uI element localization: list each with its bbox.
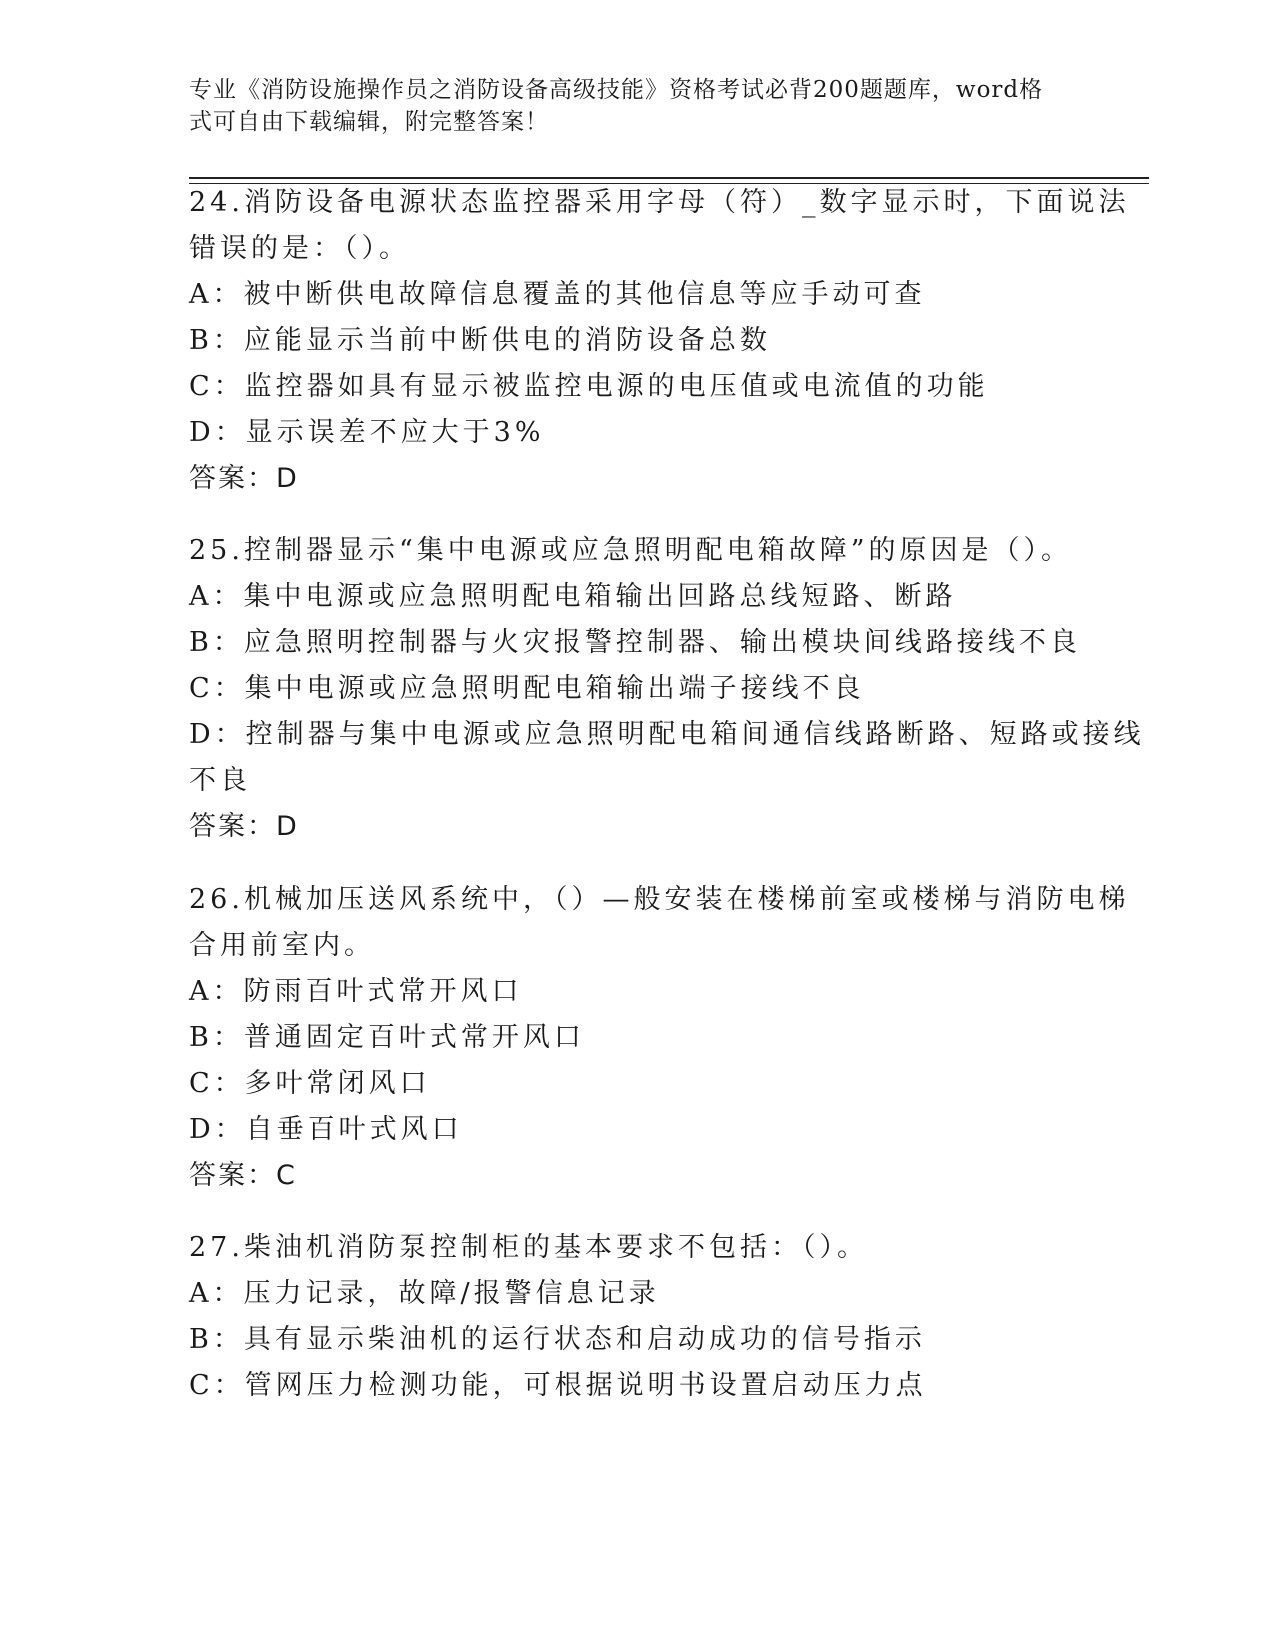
option-a: A：被中断供电故障信息覆盖的其他信息等应手动可查 xyxy=(189,279,926,310)
option-b: B：具有显示柴油机的运行状态和启动成功的信号指示 xyxy=(189,1324,926,1355)
header-line-1: 专业《消防设施操作员之消防设备高级技能》资格考试必背200题题库，word格 xyxy=(189,77,1044,103)
answer: 答案：D xyxy=(189,463,299,494)
option-b: B：普通固定百叶式常开风口 xyxy=(189,1022,585,1053)
question-stem-continued: 合用前室内。 xyxy=(189,930,375,961)
option-d: D：自垂百叶式风口 xyxy=(189,1114,463,1145)
answer: 答案：D xyxy=(189,811,299,842)
option-a: A：压力记录，故障/报警信息记录 xyxy=(189,1278,660,1309)
question-27 xyxy=(189,1225,1069,1409)
option-d: D：显示误差不应大于3% xyxy=(189,417,545,448)
header-divider-thick xyxy=(189,177,1149,179)
option-b: B：应能显示当前中断供电的消防设备总数 xyxy=(189,325,771,356)
option-c: C：多叶常闭风口 xyxy=(189,1068,431,1099)
answer: 答案：C xyxy=(189,1160,297,1191)
question-26 xyxy=(189,877,1130,1199)
option-a: A：防雨百叶式常开风口 xyxy=(189,976,523,1007)
question-stem-continued: 错误的是：（）。 xyxy=(189,233,410,264)
option-d-continued: 不良 xyxy=(189,765,251,796)
question-25 xyxy=(189,528,1145,850)
document-header xyxy=(189,74,1069,138)
option-b: B：应急照明控制器与火灾报警控制器、输出模块间线路接线不良 xyxy=(189,627,1081,658)
question-24 xyxy=(189,180,1130,502)
option-c: C：管网压力检测功能，可根据说明书设置启动压力点 xyxy=(189,1370,927,1401)
question-stem: 26.机械加压送风系统中，（）—般安装在楼梯前室或楼梯与消防电梯 xyxy=(189,884,1130,915)
header-line-2: 式可自由下载编辑，附完整答案！ xyxy=(189,109,549,135)
option-d: D：控制器与集中电源或应急照明配电箱间通信线路断路、短路或接线 xyxy=(189,719,1145,750)
option-a: A：集中电源或应急照明配电箱输出回路总线短路、断路 xyxy=(189,581,957,612)
option-c: C：集中电源或应急照明配电箱输出端子接线不良 xyxy=(189,673,865,704)
question-stem: 27.柴油机消防泵控制柜的基本要求不包括：（）。 xyxy=(189,1232,868,1263)
question-stem: 25.控制器显示“集中电源或应急照明配电箱故障”的原因是（）。 xyxy=(189,535,1073,566)
option-c: C：监控器如具有显示被监控电源的电压值或电流值的功能 xyxy=(189,371,989,402)
question-stem: 24.消防设备电源状态监控器采用字母（符）_数字显示时，下面说法 xyxy=(189,187,1130,218)
